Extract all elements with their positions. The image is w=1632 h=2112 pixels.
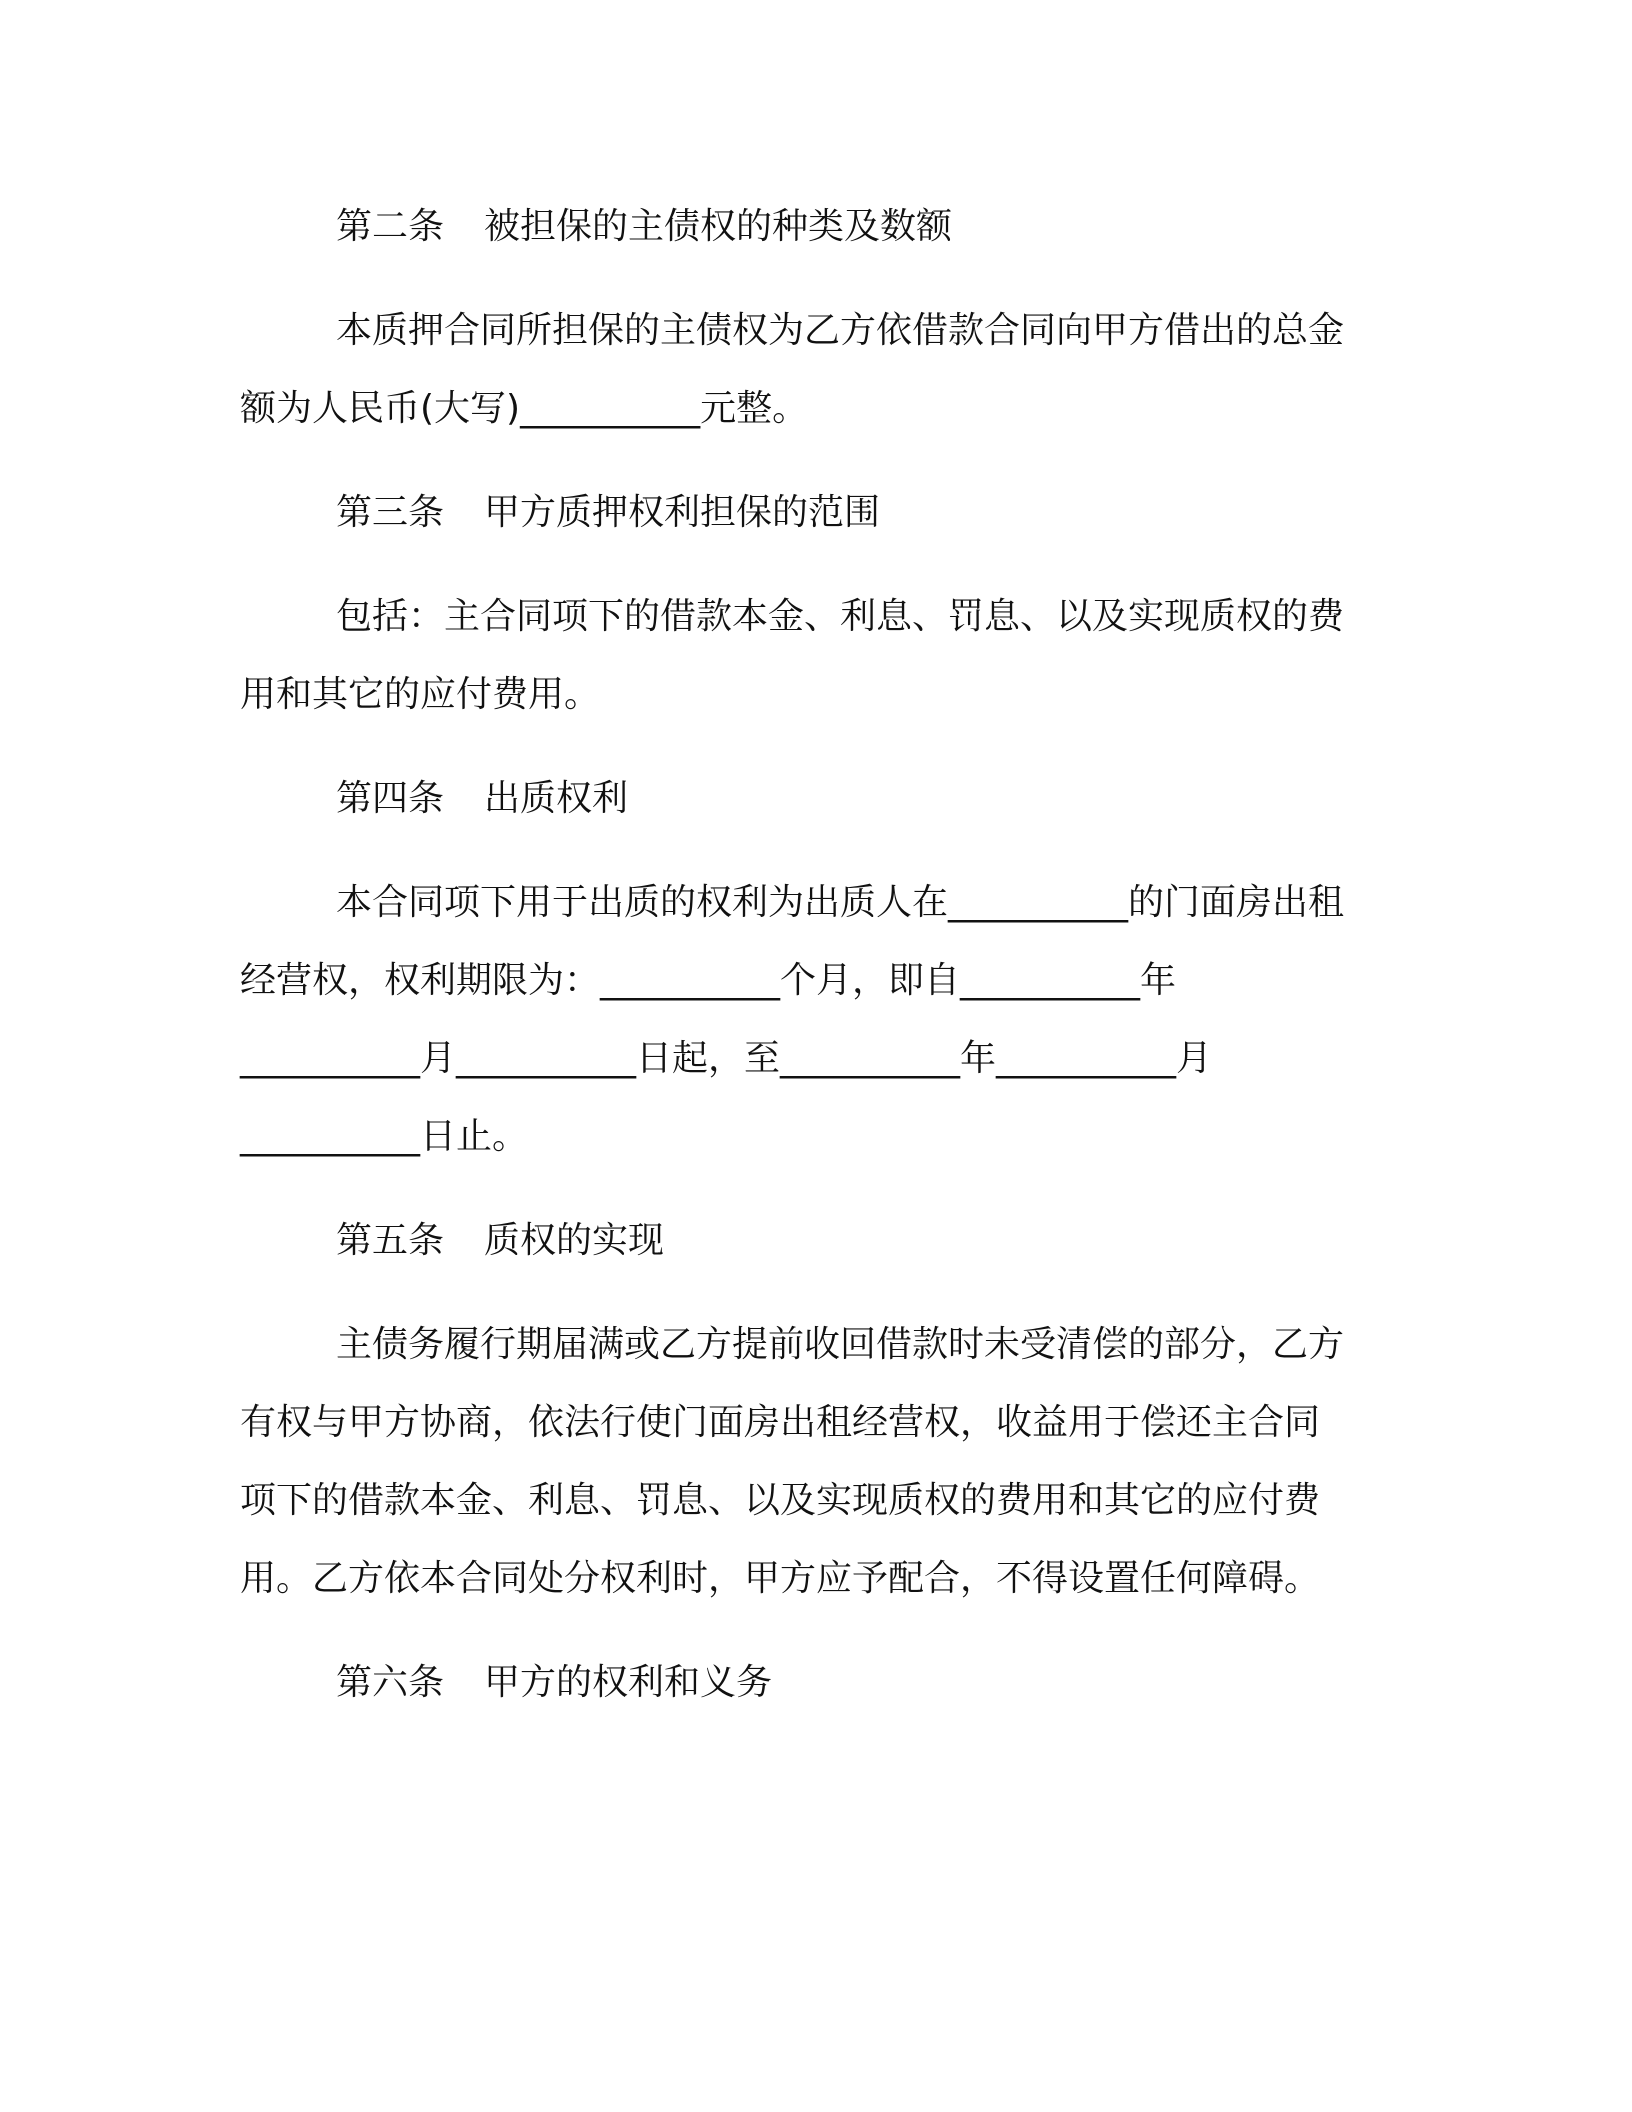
article-2-number: 第二条 [336,206,445,247]
article-4-line-4: __________日止。 [240,1116,529,1157]
article-2-line-1: 本质押合同所担保的主债权为乙方依借款合同向甲方借出的总金 [336,310,1345,351]
article-4-line-3: __________月__________日起，至__________年__________月 [240,1038,1213,1079]
article-4-line-2: 经营权，权利期限为：__________个月，即自__________年 [240,960,1177,1001]
article-4-line-1: 本合同项下用于出质的权利为出质人在__________的门面房出租 [336,882,1345,923]
article-5-line-4: 用。乙方依本合同处分权利时，甲方应予配合，不得设置任何障碍。 [240,1558,1321,1599]
article-3-number: 第三条 [336,492,445,533]
article-4-title: 出质权利 [484,778,629,819]
article-5-line-2: 有权与甲方协商，依法行使门面房出租经营权，收益用于偿还主合同 [240,1402,1321,1443]
article-3-line-1: 包括：主合同项下的借款本金、利息、罚息、以及实现质权的费 [336,596,1345,637]
article-5-number: 第五条 [336,1220,445,1261]
article-3-title: 甲方质押权利担保的范围 [484,492,881,533]
article-5-line-1: 主债务履行期届满或乙方提前收回借款时未受清偿的部分，乙方 [336,1324,1345,1365]
article-6-heading [240,1644,1390,1722]
article-6-number: 第六条 [336,1662,445,1703]
article-5-line-3: 项下的借款本金、利息、罚息、以及实现质权的费用和其它的应付费 [240,1480,1321,1521]
article-3-heading [240,474,1390,552]
article-4-heading [240,760,1390,838]
article-5-title: 质权的实现 [484,1220,665,1261]
article-4-number: 第四条 [336,778,445,819]
article-5-heading [240,1202,1390,1280]
article-2-title: 被担保的主债权的种类及数额 [484,206,953,247]
article-6-title: 甲方的权利和义务 [484,1662,773,1703]
article-2-heading [240,188,1390,266]
contract-body [240,188,1390,1722]
article-3-line-2: 用和其它的应付费用。 [240,674,601,715]
article-2-line-2: 额为人民币(大写)__________元整。 [240,388,809,429]
